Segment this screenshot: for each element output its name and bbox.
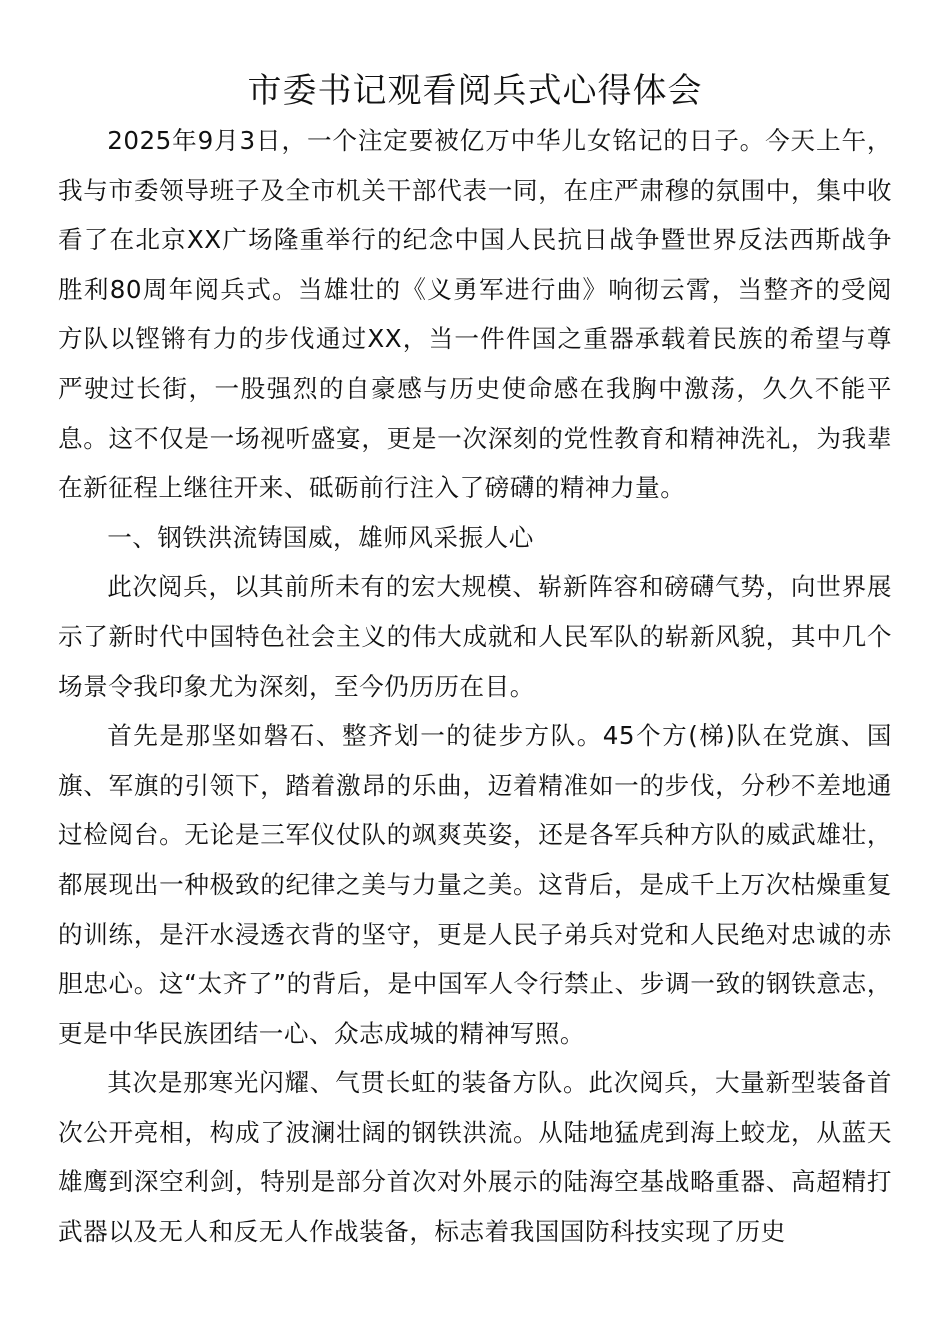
paragraph-equipment-formations: 其次是那寒光闪耀、气贯长虹的装备方队。此次阅兵，大量新型装备首次公开亮相，构成了波澜壮阔的钢铁洪流。从陆地猛虎到海上蛟龙，从蓝天雄鹰到深空利剑，特别是部分首次对外展示的陆海空基战略重器、高超精打武器以及无人和反无人作战装备，标志着我国国防科技实现了历史 xyxy=(58,1068,892,1247)
paragraph-foot-formations: 首先是那坚如磐石、整齐划一的徒步方队。45个方(梯)队在党旗、国旗、军旗的引领下，踏着激昂的乐曲，迈着精准如一的步伐，分秒不差地通过检阅台。无论是三军仪仗队的飒爽英姿，还是各军兵种方队的威武雄壮，都展现出一种极致的纪律之美与力量之美。这背后，是成千上万次枯燥重复的训练，是汗水浸透衣背的坚守，更是人民子弟兵对党和人民绝对忠诚的赤胆忠心。这“太齐了”的背后，是中国军人令行禁止、步调一致的钢铁意志，更是中华民族团结一心、众志成城的精神写照。 xyxy=(58,721,892,1048)
section-heading-1: 一、钢铁洪流铸国威，雄师风采振人心 xyxy=(107,522,534,552)
document-title: 市委书记观看阅兵式心得体会 xyxy=(247,71,703,111)
paragraph-intro: 2025年9月3日，一个注定要被亿万中华儿女铭记的日子。今天上午，我与市委领导班子及全市机关干部代表一同，在庄严肃穆的氛围中，集中收看了在北京XX广场隆重举行的纪念中国人民抗日战争暨世界反法西斯战争胜利80周年阅兵式。当雄壮的《义勇军进行曲》响彻云霄，当整齐的受阅方队以铿锵有力的步伐通过XX，当一件件国之重器承载着民族的希望与尊严驶过长街，一股强烈的自豪感与历史使命感在我胸中激荡，久久不能平息。这不仅是一场视听盛宴，更是一次深刻的党性教育和精神洗礼，为我辈在新征程上继往开来、砥砺前行注入了磅礴的精神力量。 xyxy=(58,126,892,503)
document-page xyxy=(58,66,892,1257)
paragraph-overview: 此次阅兵，以其前所未有的宏大规模、崭新阵容和磅礴气势，向世界展示了新时代中国特色社会主义的伟大成就和人民军队的崭新风貌，其中几个场景令我印象尤为深刻，至今仍历历在目。 xyxy=(58,572,892,701)
